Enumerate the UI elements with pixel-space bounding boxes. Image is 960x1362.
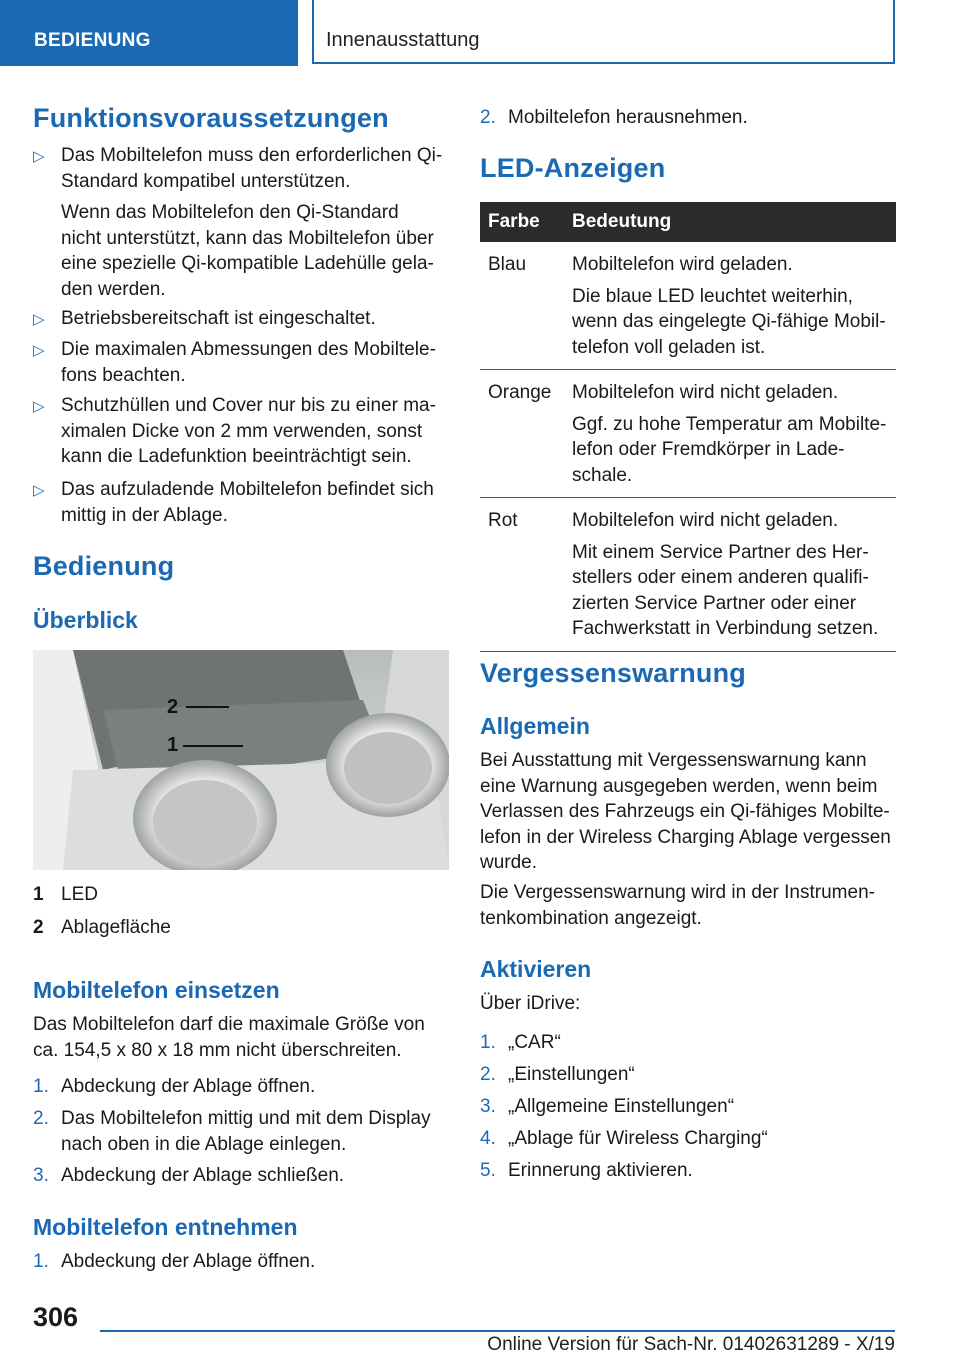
text-line: Abdeckung der Ablage schließen.: [61, 1165, 345, 1186]
step-item: [480, 1094, 896, 1120]
text-line: Mit einem Service Partner des Her-: [572, 541, 869, 563]
step-number: 2.: [480, 107, 496, 128]
text-line: Bei Ausstattung mit Vergessenswarnung kann: [480, 750, 867, 771]
triangle-bullet-icon: ▷: [33, 148, 45, 165]
heading-einsetzen: Mobiltelefon einsetzen: [33, 977, 280, 1003]
text-line: kann die Ladefunktion beeinträchtigt sein.: [61, 446, 412, 467]
footer-text: Online Version für Sach-Nr. 01402631289 - X/19: [487, 1334, 895, 1355]
text-line: Standard kompatibel unterstützen.: [61, 170, 351, 192]
step-number: 4.: [480, 1128, 496, 1149]
step-item: [33, 1074, 449, 1100]
text-line: Mobiltelefon wird nicht geladen.: [572, 382, 839, 403]
text-line: Das Mobiltelefon muss den erforderlichen Qi-: [61, 145, 443, 166]
step-number: 1.: [480, 1032, 496, 1053]
list-item: [33, 306, 449, 332]
text-line: Abdeckung der Ablage öffnen.: [61, 1251, 316, 1272]
callout-2: 2: [167, 696, 179, 718]
tray-illustration: [33, 650, 449, 870]
text-line: Ggf. zu hohe Temperatur am Mobilte-: [572, 413, 887, 435]
column-header: Bedeutung: [564, 202, 896, 242]
table-cell: [564, 498, 896, 652]
step-item: [480, 105, 896, 131]
heading-entnehmen: Mobiltelefon entnehmen: [33, 1214, 298, 1240]
triangle-bullet-icon: ▷: [33, 398, 45, 415]
step-number: 3.: [480, 1096, 496, 1117]
heading-allgemein: Allgemein: [480, 713, 590, 739]
step-number: 1.: [33, 1076, 49, 1097]
text-line: zierten Service Partner oder einer: [572, 592, 857, 614]
heading-led-anzeigen: LED-Anzeigen: [480, 153, 666, 183]
heading-funktionsvoraussetzungen: Funktionsvoraussetzungen: [33, 103, 389, 133]
paragraph: [480, 748, 896, 876]
text-line: Verlassen des Fahrzeugs ein Qi-fähiges Mobilte-: [480, 801, 890, 822]
text-line: Das Mobiltelefon darf die maximale Größe von: [33, 1014, 425, 1035]
text-line: Betriebsbereitschaft ist eingeschaltet.: [61, 308, 376, 329]
text-line: ca. 154,5 x 80 x 18 mm nicht überschreiten.: [33, 1039, 402, 1061]
triangle-bullet-icon: ▷: [33, 482, 45, 499]
list-item: [33, 393, 449, 470]
heading-ueberblick: Überblick: [33, 607, 138, 633]
text-line: Die blaue LED leuchtet weiterhin,: [572, 285, 853, 307]
text-line: schale.: [572, 464, 633, 486]
text-line: Das aufzuladende Mobiltelefon befindet sich: [61, 479, 434, 500]
paragraph: [33, 1012, 449, 1063]
text-line: mittig in der Ablage.: [61, 504, 228, 526]
page-number: 306: [33, 1302, 79, 1332]
table-cell: Orange: [480, 370, 564, 498]
step-number: 1.: [33, 1251, 49, 1272]
text-line: „Allgemeine Einstellungen“: [508, 1096, 735, 1117]
step-number: 2.: [33, 1108, 49, 1129]
text-line: Die Vergessenswarnung wird in der Instrumen-: [480, 882, 875, 903]
text-line: wenn das eingelegte Qi-fähige Mobil-: [572, 311, 886, 332]
text-line: lefon oder Fremdkörper in Lade-: [572, 439, 845, 460]
text-line: lefon in der Wireless Charging Ablage vergessen: [480, 826, 891, 848]
paragraph: Über iDrive:: [480, 993, 581, 1014]
text-line: fons beachten.: [61, 364, 186, 386]
list-item: [33, 143, 449, 302]
text-line: Die maximalen Abmessungen des Mobiltele-: [61, 339, 436, 360]
text-line: Mobiltelefon wird nicht geladen.: [572, 510, 839, 531]
legend-key: 2: [33, 917, 44, 938]
text-line: telefon voll geladen ist.: [572, 336, 766, 358]
text-line: Schutzhüllen und Cover nur bis zu einer ma-: [61, 395, 436, 416]
text-line: „Ablage für Wireless Charging“: [508, 1128, 768, 1149]
table-cell: Blau: [480, 242, 564, 370]
text-line: ximalen Dicke von 2 mm verwenden, sonst: [61, 420, 423, 442]
wireless-charging-tray-figure: [33, 650, 449, 870]
text-line: „CAR“: [508, 1032, 561, 1053]
heading-aktivieren: Aktivieren: [480, 956, 592, 982]
table-header-row: [480, 202, 896, 242]
text-line: nach oben in die Ablage einlegen.: [61, 1133, 347, 1155]
step-number: 3.: [33, 1165, 49, 1186]
table-row: [480, 498, 896, 652]
column-header: Farbe: [480, 202, 564, 242]
step-item: [33, 1163, 449, 1189]
text-line: stellers oder einem anderen qualifi-: [572, 567, 869, 588]
text-line: Das Mobiltelefon mittig und mit dem Display: [61, 1108, 431, 1129]
footer-divider: [100, 1330, 895, 1332]
legend-key: 1: [33, 884, 44, 905]
table-row: [480, 242, 896, 370]
step-item: [33, 1106, 449, 1157]
text-line: Abdeckung der Ablage öffnen.: [61, 1076, 316, 1097]
step-number: 5.: [480, 1160, 496, 1181]
chapter-title: Innenausstattung: [312, 0, 895, 64]
list-item: [33, 477, 449, 528]
triangle-bullet-icon: ▷: [33, 311, 45, 328]
step-item: [33, 1249, 449, 1275]
text-line: „Einstellungen“: [508, 1064, 635, 1085]
step-number: 2.: [480, 1064, 496, 1085]
paragraph: [480, 880, 896, 931]
led-table: [480, 202, 896, 652]
heading-vergessenswarnung: Vergessenswarnung: [480, 658, 747, 688]
text-line: Mobiltelefon herausnehmen.: [508, 107, 748, 128]
text-line: Mobiltelefon wird geladen.: [572, 254, 793, 275]
triangle-bullet-icon: ▷: [33, 342, 45, 359]
table-cell: Rot: [480, 498, 564, 652]
text-line: Fachwerkstatt in Verbindung setzen.: [572, 618, 879, 639]
text-line: Wenn das Mobiltelefon den Qi-Standard: [61, 202, 399, 223]
text-line: tenkombination angezeigt.: [480, 907, 702, 929]
text-line: nicht unterstützt, kann das Mobiltelefon über: [61, 227, 434, 249]
list-item: [33, 337, 449, 388]
table-row: [480, 370, 896, 498]
step-item: [480, 1126, 896, 1152]
legend-value: Ablagefläche: [61, 917, 171, 938]
text-line: eine spezielle Qi-kompatible Ladehülle gela-: [61, 253, 434, 274]
text-line: wurde.: [480, 852, 538, 873]
callout-1: 1: [167, 734, 179, 756]
heading-bedienung: Bedienung: [33, 551, 175, 581]
step-item: [480, 1062, 896, 1088]
text-line: Erinnerung aktivieren.: [508, 1160, 693, 1181]
section-tab: BEDIENUNG: [0, 0, 298, 66]
text-line: eine Warnung ausgegeben werden, wenn beim: [480, 775, 878, 797]
table-cell: [564, 370, 896, 498]
table-cell: [564, 242, 896, 370]
step-item: [480, 1030, 896, 1056]
step-item: [480, 1158, 896, 1184]
text-line: den werden.: [61, 278, 166, 300]
legend-value: LED: [61, 884, 98, 905]
